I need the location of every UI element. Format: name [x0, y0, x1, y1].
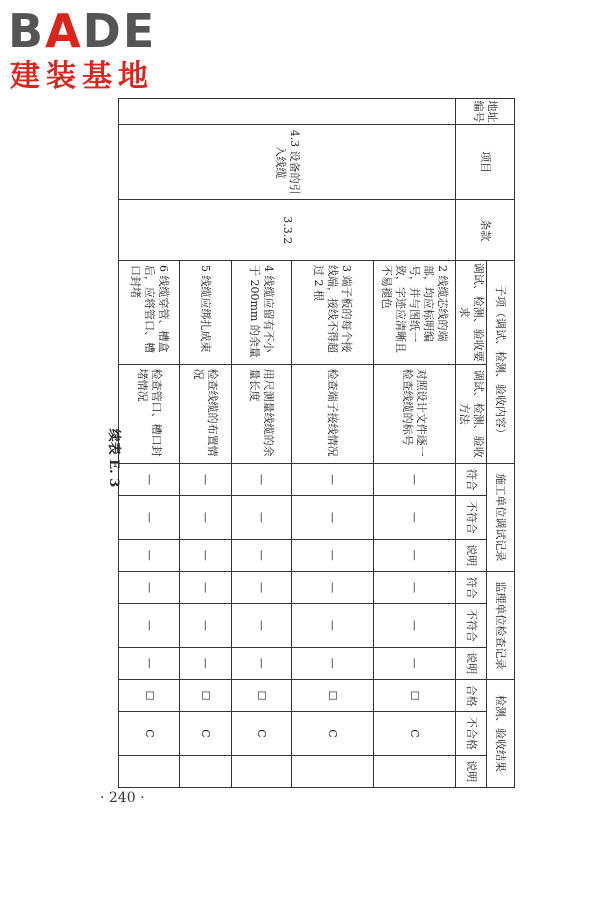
note-cell	[374, 755, 456, 788]
page-number: · 240 ·	[100, 790, 145, 806]
note-cell	[119, 755, 180, 788]
table-title: 续表 E. 3	[106, 428, 121, 488]
unqualified-mark: C	[119, 712, 180, 755]
dash-cell: —	[232, 571, 292, 603]
dash-cell: —	[119, 571, 180, 603]
header-fail-2: 不符合	[456, 604, 487, 647]
dash-cell: —	[180, 496, 232, 539]
header-project: 项目	[456, 124, 515, 200]
dash-cell: —	[119, 604, 180, 647]
dash-cell: —	[119, 539, 180, 571]
dash-cell: —	[374, 604, 456, 647]
dash-cell: —	[292, 604, 374, 647]
dash-cell: —	[374, 571, 456, 603]
code-cell	[119, 99, 456, 125]
checkbox-qualified[interactable]: ☐	[180, 679, 232, 711]
logo-wordmark: BADE	[8, 4, 157, 58]
unqualified-mark: C	[292, 712, 374, 755]
dash-cell: —	[374, 463, 456, 495]
dash-cell: —	[180, 463, 232, 495]
header-note-1: 说明	[456, 539, 487, 571]
requirement-cell: 4 线缆应留有不小于 200mm 的余量	[232, 260, 292, 364]
dash-cell: —	[119, 496, 180, 539]
header-supervision: 监理单位检查记录	[487, 571, 515, 679]
unqualified-mark: C	[180, 712, 232, 755]
method-cell: 检查线缆的布置情况	[180, 364, 232, 463]
dash-cell: —	[180, 571, 232, 603]
dash-cell: —	[119, 463, 180, 495]
dash-cell: —	[180, 539, 232, 571]
dash-cell: —	[292, 571, 374, 603]
requirement-cell: 5 线缆应绑扎成束	[180, 260, 232, 364]
logo	[8, 6, 178, 96]
note-cell	[232, 755, 292, 788]
checkbox-qualified[interactable]: ☐	[292, 679, 374, 711]
dash-cell: —	[292, 647, 374, 679]
requirement-cell: 6 线缆穿管、槽盒后，应将管口、槽口封堵	[119, 260, 180, 364]
unqualified-mark: C	[374, 712, 456, 755]
method-cell: 检查管口、槽口封堵情况	[119, 364, 180, 463]
unqualified-mark: C	[232, 712, 292, 755]
dash-cell: —	[292, 496, 374, 539]
checkbox-qualified[interactable]: ☐	[374, 679, 456, 711]
dash-cell: —	[232, 496, 292, 539]
dash-cell: —	[232, 463, 292, 495]
method-cell: 用尺测量线缆的余量长度	[232, 364, 292, 463]
dash-cell: —	[232, 539, 292, 571]
header-code: 地址编号	[456, 99, 515, 125]
method-cell: 对照设计文件逐一检查线缆的标号	[374, 364, 456, 463]
header-unqualified: 不合格	[456, 712, 487, 755]
dash-cell: —	[374, 496, 456, 539]
header-method: 调试、检测、验收方法	[456, 364, 487, 463]
rotated-table-area	[106, 98, 515, 788]
note-cell	[180, 755, 232, 788]
checkbox-qualified[interactable]: ☐	[119, 679, 180, 711]
header-construction: 施工单位调试记录	[487, 463, 515, 571]
requirement-cell: 3 端子板的每个接线端，接线不得超过 2 根	[292, 260, 374, 364]
table-row	[374, 99, 456, 788]
dash-cell: —	[292, 463, 374, 495]
dash-cell: —	[374, 647, 456, 679]
dash-cell: —	[180, 647, 232, 679]
header-clause: 条款	[456, 200, 515, 260]
header-note-2: 说明	[456, 647, 487, 679]
dash-cell: —	[119, 647, 180, 679]
dash-cell: —	[232, 604, 292, 647]
clause-cell: 3.3.2	[119, 200, 456, 260]
header-result: 检测、验收结果	[487, 679, 515, 787]
header-fail-1: 不符合	[456, 496, 487, 539]
header-pass-2: 符合	[456, 571, 487, 603]
requirement-cell: 2 线缆芯线的端部，均应标明编号，并与图纸一致，字迹应清晰且不易褪色	[374, 260, 456, 364]
header-note-3: 说明	[456, 755, 487, 788]
inspection-table	[118, 98, 515, 788]
header-sub-item: 子项（调试、检测、验收内容）	[487, 260, 515, 463]
dash-cell: —	[232, 647, 292, 679]
note-cell	[292, 755, 374, 788]
dash-cell: —	[180, 604, 232, 647]
header-qualified: 合格	[456, 679, 487, 711]
checkbox-qualified[interactable]: ☐	[232, 679, 292, 711]
header-pass-1: 符合	[456, 463, 487, 495]
dash-cell: —	[374, 539, 456, 571]
dash-cell: —	[292, 539, 374, 571]
logo-chinese: 建装基地	[10, 59, 154, 94]
header-requirement: 调试、检测、验收要求	[456, 260, 487, 364]
project-cell: 4.3 设备的引入线缆	[119, 124, 456, 200]
method-cell: 检查端子接线情况	[292, 364, 374, 463]
